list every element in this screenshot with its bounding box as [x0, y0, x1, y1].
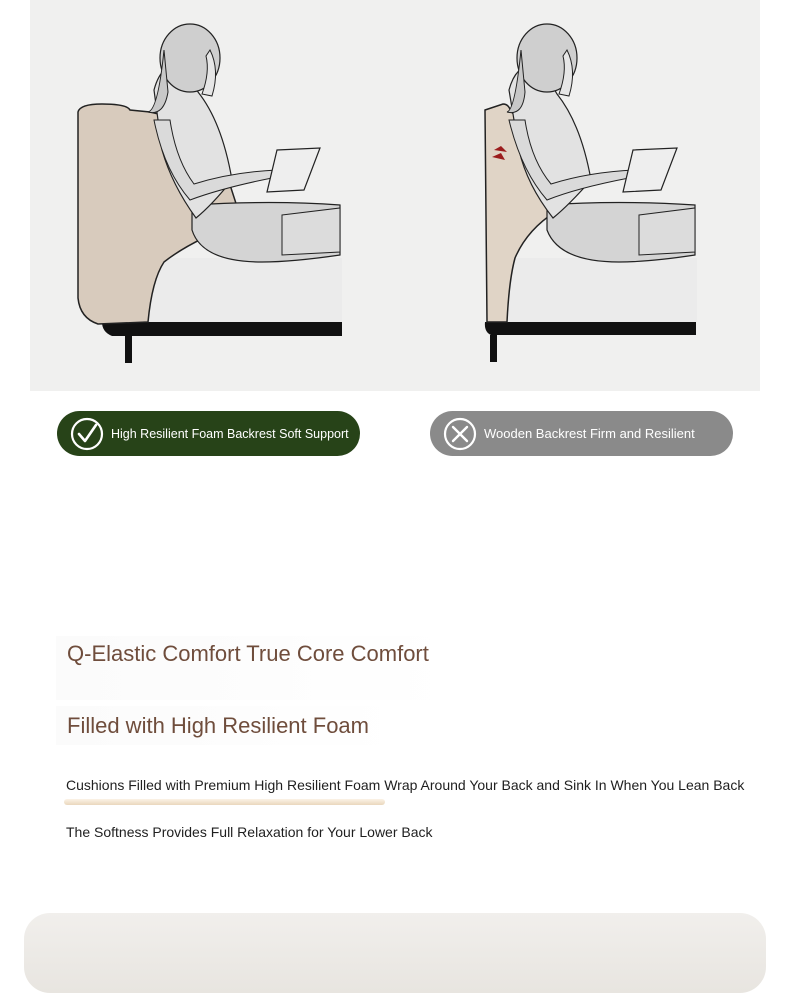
wooden-backrest-badge: [430, 411, 733, 456]
headline-line-1: Q-Elastic Comfort True Core Comfort: [56, 636, 456, 700]
next-section-card: [24, 913, 766, 993]
wooden-backrest-label: Wooden Backrest Firm and Resilient: [484, 426, 695, 441]
x-circle-icon: [443, 417, 477, 451]
check-circle-icon: [70, 417, 104, 451]
foam-support-label: High Resilient Foam Backrest Soft Support: [111, 426, 349, 441]
foam-support-badge: [57, 411, 360, 456]
headline-line-2: Filled with High Resilient Foam: [56, 706, 403, 745]
wooden-backrest-illustration: [437, 0, 709, 370]
description-line-1: Cushions Filled with Premium High Resilient Foam Wrap Around Your Back and Sink In When You Lean Back: [66, 777, 745, 793]
description-line-2: The Softness Provides Full Relaxation for Your Lower Back: [66, 824, 433, 840]
comparison-image-panel: [30, 0, 760, 391]
foam-backrest-illustration: [72, 0, 344, 370]
feature-headline: [56, 636, 456, 745]
highlight-underline: [64, 799, 385, 805]
